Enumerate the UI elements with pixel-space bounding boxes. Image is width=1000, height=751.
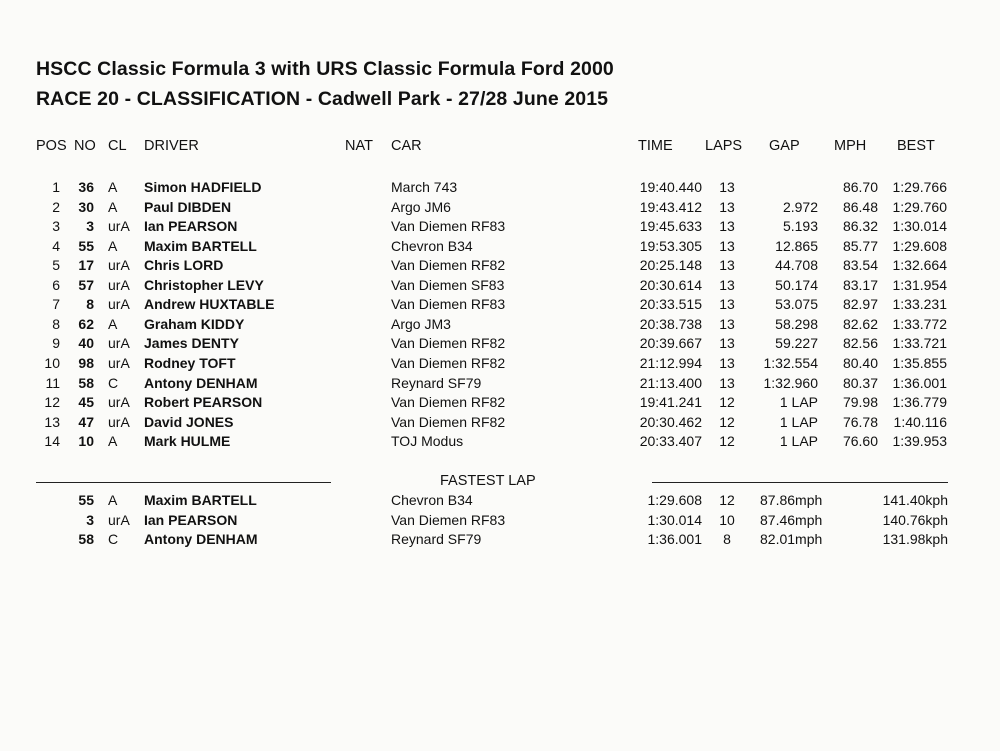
best-lap-cell: 1:30.014: [892, 218, 947, 235]
fastest-lap-divider-left: [36, 482, 331, 483]
time-cell: 20:33.515: [639, 296, 702, 313]
header-time: TIME: [638, 138, 673, 154]
class-cell: urA: [108, 354, 130, 371]
position-cell: 6: [52, 276, 60, 293]
car-cell: Reynard SF79: [391, 374, 482, 391]
car-number-cell: 45: [78, 394, 94, 411]
best-lap-cell: 1:29.766: [892, 179, 947, 195]
car-number-cell: 55: [78, 492, 94, 508]
best-lap-cell: 1:32.664: [892, 257, 947, 274]
gap-cell: 5.193: [782, 218, 818, 235]
class-cell: A: [108, 315, 118, 332]
driver-cell: Maxim BARTELL: [144, 492, 257, 508]
speed-mph-cell: 82.01mph: [760, 531, 823, 548]
driver-cell: David JONES: [144, 413, 234, 430]
class-cell: C: [108, 374, 119, 391]
gap-cell: 1 LAP: [779, 394, 818, 411]
fastest-lap-row: [0, 531, 1000, 550]
header-no: NO: [74, 138, 96, 154]
car-number-cell: 30: [78, 198, 94, 215]
car-number-cell: 57: [78, 276, 94, 293]
laps-cell: 13: [719, 335, 735, 352]
mph-cell: 79.98: [842, 394, 878, 411]
speed-kph-cell: 131.98kph: [882, 531, 948, 548]
class-cell: A: [108, 179, 118, 195]
gap-cell: 1 LAP: [779, 413, 818, 430]
class-cell: urA: [108, 511, 130, 528]
laps-cell: 12: [719, 433, 735, 450]
best-lap-cell: 1:33.721: [892, 335, 947, 352]
laps-cell: 13: [719, 218, 735, 235]
car-number-cell: 40: [78, 335, 94, 352]
laps-cell: 13: [719, 198, 735, 215]
header-gap: GAP: [769, 138, 800, 154]
gap-cell: 1:32.960: [763, 374, 818, 391]
car-cell: Chevron B34: [391, 237, 473, 254]
mph-cell: 76.78: [842, 413, 878, 430]
driver-cell: Antony DENHAM: [144, 531, 258, 548]
driver-cell: James DENTY: [144, 335, 239, 352]
header-pos: POS: [36, 138, 67, 154]
class-cell: urA: [108, 218, 130, 235]
page-title: HSCC Classic Formula 3 with URS Classic Formula Ford 2000: [36, 58, 614, 80]
car-cell: Argo JM3: [391, 315, 451, 332]
driver-cell: Ian PEARSON: [144, 218, 238, 235]
laps-cell: 12: [719, 394, 735, 411]
car-cell: Van Diemen RF82: [391, 335, 506, 352]
table-row: [0, 257, 1000, 276]
speed-mph-cell: 87.46mph: [760, 511, 823, 528]
car-cell: March 743: [391, 179, 458, 195]
mph-cell: 83.54: [842, 257, 878, 274]
car-number-cell: 8: [86, 296, 94, 313]
mph-cell: 86.32: [842, 218, 878, 235]
car-number-cell: 10: [78, 433, 94, 450]
time-cell: 19:53.305: [639, 237, 702, 254]
car-cell: TOJ Modus: [391, 433, 464, 450]
mph-cell: 82.97: [842, 296, 878, 313]
header-cl: CL: [108, 138, 127, 154]
car-number-cell: 58: [78, 374, 94, 391]
best-lap-cell: 1:35.855: [892, 354, 947, 371]
mph-cell: 82.56: [842, 335, 878, 352]
time-cell: 20:33.407: [639, 433, 702, 450]
table-row: [0, 414, 1000, 433]
table-row: [0, 296, 1000, 315]
car-cell: Van Diemen RF82: [391, 413, 506, 430]
fastest-lap-title: FASTEST LAP: [440, 473, 536, 489]
time-cell: 19:40.440: [639, 179, 702, 195]
driver-cell: Graham KIDDY: [144, 315, 245, 332]
car-number-cell: 62: [78, 315, 94, 332]
car-cell: Van Diemen RF83: [391, 218, 506, 235]
car-number-cell: 47: [78, 413, 94, 430]
speed-kph-cell: 140.76kph: [882, 511, 948, 528]
fastest-lap-row: [0, 512, 1000, 531]
table-row: [0, 277, 1000, 296]
header-laps: LAPS: [705, 138, 743, 154]
mph-cell: 86.70: [842, 179, 878, 195]
driver-cell: Rodney TOFT: [144, 354, 236, 371]
driver-cell: Antony DENHAM: [144, 374, 258, 391]
laps-cell: 13: [719, 237, 735, 254]
lap-time-cell: 1:30.014: [647, 511, 702, 528]
best-lap-cell: 1:36.779: [892, 394, 947, 411]
class-cell: A: [108, 237, 118, 254]
driver-cell: Chris LORD: [144, 257, 224, 274]
best-lap-cell: 1:29.760: [892, 198, 947, 215]
class-cell: C: [108, 531, 119, 548]
class-cell: A: [108, 492, 118, 508]
time-cell: 21:13.400: [639, 374, 702, 391]
gap-cell: 1:32.554: [763, 354, 818, 371]
time-cell: 20:30.462: [639, 413, 702, 430]
mph-cell: 83.17: [842, 276, 878, 293]
table-row: [0, 433, 1000, 452]
mph-cell: 85.77: [842, 237, 878, 254]
car-number-cell: 17: [78, 257, 94, 274]
fastest-lap-divider-right: [652, 482, 948, 483]
position-cell: 11: [45, 374, 60, 391]
class-cell: urA: [108, 257, 130, 274]
car-cell: Van Diemen RF82: [391, 354, 506, 371]
table-row: [0, 316, 1000, 335]
position-cell: 8: [52, 315, 60, 332]
time-cell: 20:25.148: [639, 257, 702, 274]
position-cell: 4: [52, 237, 60, 254]
laps-cell: 13: [719, 276, 735, 293]
table-row: [0, 355, 1000, 374]
lap-number-cell: 8: [723, 531, 731, 548]
position-cell: 9: [52, 335, 60, 352]
mph-cell: 76.60: [842, 433, 878, 450]
header-mph: MPH: [834, 138, 867, 154]
car-cell: Van Diemen RF83: [391, 296, 506, 313]
position-cell: 2: [52, 198, 60, 215]
best-lap-cell: 1:33.231: [892, 296, 947, 313]
car-cell: Chevron B34: [391, 492, 473, 508]
table-row: [0, 394, 1000, 413]
speed-mph-cell: 87.86mph: [760, 492, 823, 508]
time-cell: 19:45.633: [639, 218, 702, 235]
gap-cell: 58.298: [775, 315, 818, 332]
table-row: [0, 179, 1000, 198]
mph-cell: 82.62: [842, 315, 878, 332]
time-cell: 20:38.738: [639, 315, 702, 332]
table-row: [0, 218, 1000, 237]
car-cell: Argo JM6: [391, 198, 451, 215]
laps-cell: 12: [719, 413, 735, 430]
class-cell: urA: [108, 296, 130, 313]
table-row: [0, 199, 1000, 218]
best-lap-cell: 1:40.116: [893, 413, 947, 430]
gap-cell: 1 LAP: [779, 433, 818, 450]
header-driver: DRIVER: [144, 138, 199, 154]
car-number-cell: 3: [86, 511, 94, 528]
lap-number-cell: 10: [719, 511, 735, 528]
laps-cell: 13: [719, 257, 735, 274]
position-cell: 14: [44, 433, 60, 450]
best-lap-cell: 1:39.953: [892, 433, 947, 450]
position-cell: 10: [44, 354, 60, 371]
page-subtitle: RACE 20 - CLASSIFICATION - Cadwell Park - 27/28 June 2015: [36, 88, 609, 110]
header-nat: NAT: [345, 138, 373, 154]
car-number-cell: 55: [78, 237, 94, 254]
class-cell: A: [108, 433, 118, 450]
driver-cell: Simon HADFIELD: [144, 179, 262, 195]
lap-time-cell: 1:36.001: [647, 531, 702, 548]
lap-time-cell: 1:29.608: [647, 492, 702, 508]
car-cell: Van Diemen RF82: [391, 257, 506, 274]
best-lap-cell: 1:31.954: [892, 276, 947, 293]
driver-cell: Paul DIBDEN: [144, 198, 232, 215]
car-number-cell: 36: [78, 179, 94, 195]
mph-cell: 80.37: [842, 374, 878, 391]
laps-cell: 13: [719, 354, 735, 371]
gap-cell: 2.972: [782, 198, 818, 215]
gap-cell: 59.227: [775, 335, 818, 352]
class-cell: urA: [108, 335, 130, 352]
best-lap-cell: 1:33.772: [892, 315, 947, 332]
car-cell: Reynard SF79: [391, 531, 482, 548]
car-cell: Van Diemen SF83: [391, 276, 505, 293]
car-number-cell: 98: [78, 354, 94, 371]
class-cell: urA: [108, 276, 130, 293]
car-number-cell: 58: [78, 531, 94, 548]
header-car: CAR: [391, 138, 422, 154]
laps-cell: 13: [719, 315, 735, 332]
best-lap-cell: 1:29.608: [892, 237, 947, 254]
driver-cell: Christopher LEVY: [144, 276, 264, 293]
time-cell: 21:12.994: [639, 354, 702, 371]
table-row: [0, 335, 1000, 354]
driver-cell: Andrew HUXTABLE: [144, 296, 275, 313]
class-cell: urA: [108, 394, 130, 411]
driver-cell: Robert PEARSON: [144, 394, 263, 411]
mph-cell: 86.48: [842, 198, 878, 215]
class-cell: urA: [108, 413, 130, 430]
gap-cell: 44.708: [775, 257, 818, 274]
driver-cell: Mark HULME: [144, 433, 231, 450]
position-cell: 12: [44, 394, 60, 411]
car-cell: Van Diemen RF82: [391, 394, 506, 411]
car-cell: Van Diemen RF83: [391, 511, 506, 528]
mph-cell: 80.40: [842, 354, 878, 371]
speed-kph-cell: 141.40kph: [882, 492, 948, 508]
fastest-lap-row: [0, 492, 1000, 511]
gap-cell: 53.075: [775, 296, 818, 313]
position-cell: 3: [52, 218, 60, 235]
time-cell: 19:41.241: [639, 394, 702, 411]
position-cell: 7: [52, 296, 60, 313]
header-best: BEST: [897, 138, 935, 154]
position-cell: 13: [44, 413, 60, 430]
gap-cell: 50.174: [775, 276, 818, 293]
table-row: [0, 238, 1000, 257]
gap-cell: 12.865: [775, 237, 818, 254]
time-cell: 19:43.412: [639, 198, 702, 215]
position-cell: 5: [52, 257, 60, 274]
car-number-cell: 3: [86, 218, 94, 235]
time-cell: 20:39.667: [639, 335, 702, 352]
laps-cell: 13: [719, 374, 735, 391]
table-row: [0, 375, 1000, 394]
best-lap-cell: 1:36.001: [892, 374, 947, 391]
time-cell: 20:30.614: [639, 276, 702, 293]
position-cell: 1: [52, 179, 60, 195]
class-cell: A: [108, 198, 118, 215]
lap-number-cell: 12: [719, 492, 735, 508]
driver-cell: Maxim BARTELL: [144, 237, 257, 254]
driver-cell: Ian PEARSON: [144, 511, 238, 528]
laps-cell: 13: [719, 296, 735, 313]
laps-cell: 13: [719, 179, 735, 195]
